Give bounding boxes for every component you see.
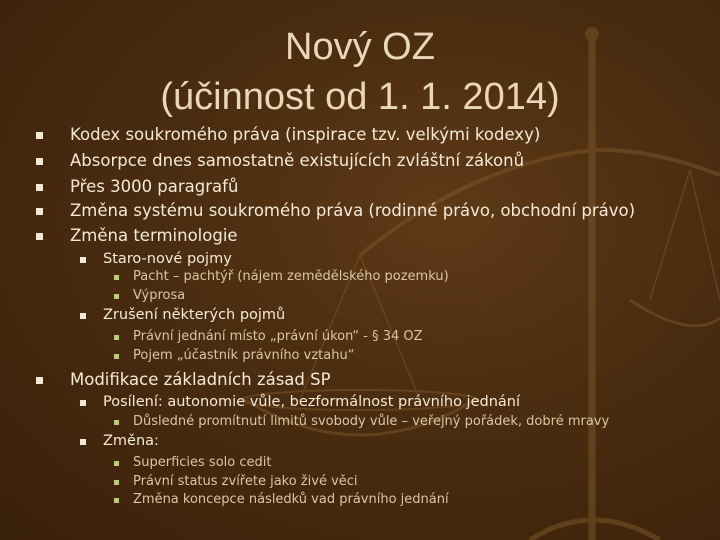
title-line-2: (účinnost od 1. 1. 2014) xyxy=(160,76,560,118)
sub-sub-bullet-item xyxy=(114,454,271,471)
bullet-square-icon xyxy=(114,461,119,466)
bullet-square-icon xyxy=(36,208,43,215)
sub-sub-bullet-item xyxy=(114,473,358,490)
bullet-square-icon xyxy=(114,335,119,340)
bullet-text: Staro-nové pojmy xyxy=(103,251,232,267)
bullet-text: Přes 3000 paragrafů xyxy=(70,177,239,196)
bullet-text: Změna koncepce následků vad právního jednání xyxy=(133,492,449,507)
bullet-square-icon xyxy=(80,313,86,319)
sub-sub-bullet-item xyxy=(114,287,185,304)
bullet-text: Změna: xyxy=(103,433,159,449)
bullet-text: Modifikace základních zásad SP xyxy=(70,370,331,389)
bullet-item xyxy=(36,150,524,172)
bullet-text: Superficies solo cedit xyxy=(133,455,272,470)
bullet-square-icon xyxy=(114,275,119,280)
bullet-square-icon xyxy=(36,233,43,240)
bullet-square-icon xyxy=(36,377,43,384)
bullet-square-icon xyxy=(80,439,86,445)
bullet-square-icon xyxy=(114,420,119,425)
bullet-square-icon xyxy=(80,400,86,406)
bullet-square-icon xyxy=(36,132,43,139)
bullet-square-icon xyxy=(36,158,43,165)
bullet-square-icon xyxy=(114,480,119,485)
bullet-text: Důsledné promítnutí limitů svobody vůle – veřejný pořádek, dobré mravy xyxy=(133,414,610,429)
sub-bullet-item xyxy=(80,306,285,324)
bullet-item xyxy=(36,124,540,146)
bullet-square-icon xyxy=(80,257,86,263)
sub-sub-bullet-item xyxy=(114,347,354,364)
bullet-text: Kodex soukromého práva (inspirace tzv. velkými kodexy) xyxy=(70,125,541,144)
bullet-text: Absorpce dnes samostatně existujících zvláštní zákonů xyxy=(70,151,525,170)
sub-sub-bullet-item xyxy=(114,328,423,345)
sub-sub-bullet-item xyxy=(114,491,449,508)
bullet-item xyxy=(36,176,238,198)
bullet-text: Právní status zvířete jako živé věci xyxy=(133,474,358,489)
bullet-text: Pacht – pachtýř (nájem zemědělského pozemku) xyxy=(133,269,449,284)
bullet-text: Pojem „účastník právního vztahu“ xyxy=(133,348,355,363)
bullet-text: Právní jednání místo „právní úkon“ - § 34 OZ xyxy=(133,329,423,344)
sub-bullet-item xyxy=(80,432,159,450)
bullet-text: Změna systému soukromého práva (rodinné právo, obchodní právo) xyxy=(70,201,636,220)
bullet-square-icon xyxy=(36,184,43,191)
bullet-square-icon xyxy=(114,498,119,503)
bullet-text: Zrušení některých pojmů xyxy=(103,307,286,323)
bullet-square-icon xyxy=(114,354,119,359)
bullet-text: Změna terminologie xyxy=(70,226,238,245)
bullet-item xyxy=(36,200,635,222)
bullet-text: Výprosa xyxy=(133,288,186,303)
bullet-item xyxy=(36,225,238,247)
bullet-item xyxy=(36,369,331,391)
sub-sub-bullet-item xyxy=(114,413,609,430)
sub-sub-bullet-item xyxy=(114,268,449,285)
sub-bullet-item xyxy=(80,250,232,268)
sub-bullet-item xyxy=(80,393,520,411)
title-line-1: Nový OZ xyxy=(285,26,435,68)
bullet-text: Posílení: autonomie vůle, bezformálnost právního jednání xyxy=(103,394,520,410)
bullet-square-icon xyxy=(114,294,119,299)
